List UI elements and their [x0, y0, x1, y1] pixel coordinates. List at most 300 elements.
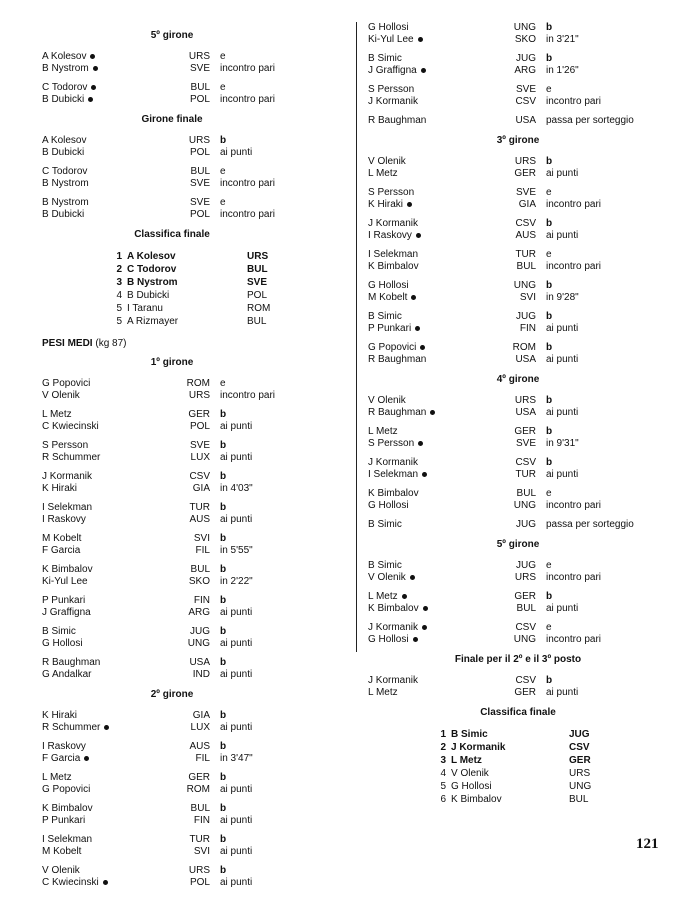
wrestler-name	[42, 209, 170, 221]
bout	[42, 834, 302, 858]
wrestler-line	[368, 354, 668, 366]
bout	[42, 378, 302, 402]
wrestler-name-text: L Metz	[368, 426, 398, 437]
wrestler-line	[42, 784, 302, 796]
wrestler-line	[368, 323, 668, 335]
wrestler-line	[42, 502, 302, 514]
wrestler-name	[42, 452, 170, 464]
final-ranking	[368, 728, 668, 806]
wrestler-name	[42, 607, 170, 619]
ranking-name: B Nystrom	[127, 277, 178, 288]
nation-code: UNG	[513, 634, 536, 645]
nation-code: BUL	[190, 166, 210, 177]
wrestler-name-text: Ki-Yul Lee	[42, 576, 88, 587]
section-heading: 3º girone	[496, 135, 540, 146]
bout	[368, 156, 668, 180]
wrestler-name-text: R Schummer	[42, 452, 101, 463]
wrestler-name-text: J Kormanik	[368, 218, 419, 229]
wrestler-line	[42, 483, 302, 495]
ranking-row	[42, 315, 302, 328]
fall-marker-icon	[103, 880, 108, 885]
wrestler-line	[42, 94, 302, 106]
ranking-position: 5	[116, 303, 122, 314]
wrestler-name	[368, 156, 496, 168]
nation-code: TUR	[189, 502, 210, 513]
bout-result: incontro pari	[220, 209, 276, 220]
right-column	[368, 22, 668, 816]
bout-list	[368, 22, 668, 127]
section-heading: 4º girone	[496, 374, 540, 385]
ranking-position: 2	[440, 742, 446, 753]
nation-code: GER	[514, 426, 536, 437]
bout	[368, 22, 668, 46]
nation-code: AUS	[189, 514, 210, 525]
bout	[368, 488, 668, 512]
nation-code: URS	[188, 135, 210, 146]
wrestler-name	[368, 560, 496, 572]
nation-code: GER	[188, 409, 210, 420]
wrestler-name	[42, 471, 170, 483]
wrestler-name	[42, 753, 170, 765]
wrestler-line	[368, 187, 668, 199]
bout-list	[368, 156, 668, 366]
wrestler-line	[42, 607, 302, 619]
ranking-nation: JUG	[569, 729, 590, 740]
nation-code: USA	[515, 115, 536, 126]
wrestler-name	[42, 483, 170, 495]
wrestler-name	[42, 390, 170, 402]
fall-marker-icon	[402, 594, 407, 599]
wrestler-name	[368, 500, 496, 512]
wrestler-line	[42, 545, 302, 557]
fall-marker-icon	[420, 345, 425, 350]
bout-result: e	[220, 378, 226, 389]
bout-result: b	[546, 156, 553, 167]
wrestler-line	[368, 96, 668, 108]
wrestler-name-text: J Kormanik	[368, 457, 419, 468]
bout-result: e	[220, 166, 226, 177]
wrestler-name	[42, 82, 170, 94]
nation-code: SVE	[189, 178, 210, 189]
bout	[368, 675, 668, 699]
wrestler-line	[42, 638, 302, 650]
wrestler-name-text: L Metz	[368, 687, 398, 698]
nation-code: SVE	[515, 187, 536, 198]
bout-result: b	[546, 53, 553, 64]
bout-result: ai punti	[546, 230, 579, 241]
wrestler-name	[42, 865, 170, 877]
bout-result: b	[220, 533, 227, 544]
wrestler-line	[368, 488, 668, 500]
bout-result: incontro pari	[546, 500, 602, 511]
bout	[368, 519, 668, 531]
wrestler-line	[42, 815, 302, 827]
nation-code: UNG	[513, 500, 536, 511]
fall-marker-icon	[423, 606, 428, 611]
wrestler-name-text: F Garcia	[42, 753, 81, 764]
final-ranking	[42, 250, 302, 328]
wrestler-line	[42, 378, 302, 390]
nation-code: POL	[189, 877, 210, 888]
wrestler-name	[368, 65, 496, 77]
nation-code: SVI	[519, 292, 536, 303]
bout-result: in 4'03"	[220, 483, 253, 494]
nation-code: JUG	[516, 560, 536, 571]
ranking-position: 3	[116, 277, 122, 288]
bout	[368, 426, 668, 450]
wrestler-line	[368, 591, 668, 603]
wrestler-name-text: M Kobelt	[368, 292, 408, 303]
wrestler-name	[368, 34, 496, 46]
nation-code: URS	[514, 572, 536, 583]
wrestler-name-text: B Nystrom	[42, 197, 89, 208]
page-number: 121	[636, 836, 659, 852]
ranking-nation: URS	[247, 251, 269, 262]
nation-code: LUX	[190, 452, 210, 463]
wrestler-name-text: V Olenik	[368, 395, 406, 406]
wrestler-line	[368, 22, 668, 34]
ranking-position: 5	[116, 316, 122, 327]
bout	[368, 280, 668, 304]
bout-result: in 3'21"	[546, 34, 579, 45]
wrestler-line	[42, 803, 302, 815]
bout	[42, 710, 302, 734]
bout-result: incontro pari	[220, 390, 276, 401]
ranking-row	[368, 754, 668, 767]
wrestler-line	[368, 675, 668, 687]
wrestler-line	[368, 156, 668, 168]
wrestler-name	[42, 421, 170, 433]
wrestler-name-text: B Simic	[42, 626, 76, 637]
fall-marker-icon	[416, 233, 421, 238]
wrestler-line	[42, 147, 302, 159]
wrestler-line	[368, 34, 668, 46]
nation-code: JUG	[190, 626, 210, 637]
nation-code: SVE	[189, 63, 210, 74]
bout-result: e	[220, 51, 226, 62]
fall-marker-icon	[84, 756, 89, 761]
nation-code: CSV	[515, 457, 536, 468]
bout	[368, 84, 668, 108]
wrestler-line	[368, 457, 668, 469]
bout-result: ai punti	[220, 147, 253, 158]
ranking-name: B Dubicki	[127, 290, 170, 301]
bout	[42, 564, 302, 588]
bout-result: e	[546, 622, 552, 633]
bout-result: in 9'31"	[546, 438, 579, 449]
wrestler-line	[42, 63, 302, 75]
wrestler-line	[42, 576, 302, 588]
bout-result: incontro pari	[546, 199, 602, 210]
fall-marker-icon	[104, 725, 109, 730]
wrestler-name-text: J Kormanik	[368, 96, 419, 107]
nation-code: LUX	[190, 722, 210, 733]
wrestler-name	[42, 741, 170, 753]
bout-result: b	[546, 218, 553, 229]
ranking-name: G Hollosi	[451, 781, 492, 792]
wrestler-name-text: P Punkari	[42, 595, 86, 606]
bout-result: ai punti	[546, 603, 579, 614]
section-heading: Classifica finale	[134, 229, 210, 240]
bout-result: b	[220, 626, 227, 637]
wrestler-name-text: S Persson	[42, 440, 89, 451]
bout	[368, 457, 668, 481]
nation-code: USA	[515, 407, 536, 418]
ranking-position: 4	[116, 290, 122, 301]
bout-result: b	[546, 342, 553, 353]
wrestler-line	[368, 687, 668, 699]
wrestler-name-text: K Hiraki	[42, 483, 78, 494]
wrestler-name-text: I Selekman	[368, 469, 419, 480]
ranking-name: J Kormanik	[451, 742, 506, 753]
wrestler-name	[42, 877, 170, 889]
wrestler-name	[42, 409, 170, 421]
fall-marker-icon	[88, 97, 93, 102]
nation-code: UNG	[513, 280, 536, 291]
bout-result: b	[220, 409, 227, 420]
bout-list	[42, 51, 302, 106]
fall-marker-icon	[91, 85, 96, 90]
nation-code: SKO	[188, 576, 210, 587]
bout	[42, 865, 302, 889]
ranking-row	[368, 793, 668, 806]
wrestler-name-text: G Hollosi	[42, 638, 83, 649]
wrestler-line	[368, 438, 668, 450]
wrestler-name-text: K Hiraki	[368, 199, 404, 210]
ranking-nation: ROM	[247, 303, 271, 314]
bout-result: b	[546, 675, 553, 686]
fall-marker-icon	[90, 54, 95, 59]
nation-code: GIA	[518, 199, 536, 210]
bout	[42, 626, 302, 650]
wrestler-line	[42, 421, 302, 433]
wrestler-name	[42, 502, 170, 514]
bout-result: b	[546, 457, 553, 468]
bout-result: incontro pari	[546, 572, 602, 583]
wrestler-name-text: G Hollosi	[368, 634, 409, 645]
nation-code: SKO	[514, 34, 536, 45]
nation-code: POL	[189, 209, 210, 220]
wrestler-name	[42, 178, 170, 190]
wrestler-line	[42, 595, 302, 607]
wrestler-name-text: K Bimbalov	[368, 488, 419, 499]
bout	[368, 311, 668, 335]
wrestler-line	[42, 197, 302, 209]
wrestler-name	[368, 469, 496, 481]
bout-result: e	[546, 249, 552, 260]
bout	[42, 657, 302, 681]
wrestler-name	[42, 51, 170, 63]
wrestler-name-text: S Persson	[368, 187, 415, 198]
nation-code: FIN	[519, 323, 536, 334]
fall-marker-icon	[93, 66, 98, 71]
wrestler-name-text: R Baughman	[42, 657, 101, 668]
wrestler-name-text: V Olenik	[42, 865, 80, 876]
ranking-position: 2	[116, 264, 122, 275]
bout-result: incontro pari	[546, 96, 602, 107]
ranking-position: 4	[440, 768, 446, 779]
weight-class-title	[42, 338, 302, 349]
wrestler-name	[42, 440, 170, 452]
wrestler-line	[42, 669, 302, 681]
nation-code: JUG	[516, 311, 536, 322]
bout-result: ai punti	[546, 323, 579, 334]
nation-code: USA	[515, 354, 536, 365]
wrestler-name-text: K Bimbalov	[42, 564, 93, 575]
ranking-name: B Simic	[451, 729, 488, 740]
wrestler-name	[42, 710, 170, 722]
bout	[368, 591, 668, 615]
wrestler-name	[368, 395, 496, 407]
bout	[42, 803, 302, 827]
wrestler-name-text: B Nystrom	[42, 178, 89, 189]
bout	[42, 471, 302, 495]
bout-list	[42, 378, 302, 681]
bout-result: b	[546, 311, 553, 322]
wrestler-line	[368, 500, 668, 512]
wrestler-line	[42, 440, 302, 452]
wrestler-name-text: C Kwiecinski	[42, 877, 99, 888]
bout-result: ai punti	[220, 452, 253, 463]
nation-code: ARG	[514, 65, 536, 76]
nation-code: CSV	[515, 622, 536, 633]
bout-result: b	[546, 395, 553, 406]
wrestler-line	[368, 519, 668, 531]
ranking-row	[42, 263, 302, 276]
ranking-nation: BUL	[247, 264, 268, 275]
bout	[368, 53, 668, 77]
wrestler-name-text: J Graffigna	[368, 65, 417, 76]
wrestler-name	[368, 96, 496, 108]
wrestler-name-text: I Selekman	[42, 834, 93, 845]
fall-marker-icon	[430, 410, 435, 415]
weight-class-limit: (kg 87)	[95, 338, 127, 349]
ranking-row	[368, 741, 668, 754]
wrestler-line	[42, 865, 302, 877]
bout-result: b	[220, 502, 227, 513]
wrestler-name-text: C Todorov	[42, 166, 88, 177]
wrestler-name	[42, 378, 170, 390]
wrestler-line	[368, 115, 668, 127]
section-heading: Girone finale	[141, 114, 203, 125]
bout-result: in 1'26"	[546, 65, 579, 76]
bout-result: incontro pari	[220, 94, 276, 105]
wrestler-name	[368, 115, 496, 127]
bout-result: in 2'22"	[220, 576, 253, 587]
bout-result: incontro pari	[220, 63, 276, 74]
bout-result: e	[220, 197, 226, 208]
nation-code: UNG	[187, 638, 210, 649]
wrestler-name-text: K Bimbalov	[42, 803, 93, 814]
bout	[42, 533, 302, 557]
nation-code: GIA	[192, 710, 210, 721]
wrestler-name-text: L Metz	[42, 409, 72, 420]
nation-code: GER	[514, 591, 536, 602]
wrestler-name-text: S Persson	[368, 438, 415, 449]
wrestler-name-text: V Olenik	[368, 572, 406, 583]
wrestler-name-text: Ki-Yul Lee	[368, 34, 414, 45]
wrestler-name	[368, 53, 496, 65]
wrestler-line	[42, 514, 302, 526]
wrestler-line	[368, 261, 668, 273]
wrestler-name	[368, 84, 496, 96]
wrestler-line	[42, 82, 302, 94]
wrestler-name-text: C Todorov	[42, 82, 88, 93]
section-heading: Classifica finale	[480, 707, 556, 718]
wrestler-name-text: M Kobelt	[42, 533, 82, 544]
nation-code: JUG	[516, 519, 536, 530]
nation-code: BUL	[190, 803, 210, 814]
section-heading: 1º girone	[150, 357, 194, 368]
wrestler-line	[42, 834, 302, 846]
bout	[42, 51, 302, 75]
bout-result: b	[546, 22, 553, 33]
wrestler-name-text: K Bimbalov	[368, 261, 419, 272]
bout-result: b	[220, 741, 227, 752]
bout-result: b	[546, 591, 553, 602]
nation-code: FIL	[195, 753, 210, 764]
wrestler-name	[368, 199, 496, 211]
wrestler-name	[368, 323, 496, 335]
bout-result: e	[546, 560, 552, 571]
nation-code: BUL	[516, 603, 536, 614]
nation-code: ROM	[186, 784, 210, 795]
wrestler-name	[42, 545, 170, 557]
wrestler-line	[368, 218, 668, 230]
nation-code: SVI	[193, 846, 210, 857]
wrestler-name	[368, 438, 496, 450]
wrestler-line	[42, 564, 302, 576]
nation-code: ROM	[512, 342, 536, 353]
nation-code: IND	[192, 669, 210, 680]
wrestler-line	[368, 622, 668, 634]
wrestler-name	[42, 514, 170, 526]
wrestler-name	[42, 135, 170, 147]
wrestler-line	[42, 51, 302, 63]
ranking-name: A Rizmayer	[127, 316, 179, 327]
wrestler-name	[368, 426, 496, 438]
wrestler-name	[368, 230, 496, 242]
bout	[368, 187, 668, 211]
wrestler-line	[42, 471, 302, 483]
wrestler-name-text: R Baughman	[368, 354, 427, 365]
ranking-row	[368, 728, 668, 741]
bout	[42, 82, 302, 106]
fall-marker-icon	[407, 202, 412, 207]
nation-code: CSV	[189, 471, 210, 482]
wrestler-name-text: L Metz	[368, 168, 398, 179]
wrestler-line	[368, 572, 668, 584]
nation-code: BUL	[516, 261, 536, 272]
bout-result: b	[220, 440, 227, 451]
wrestler-name	[368, 311, 496, 323]
wrestler-name	[368, 687, 496, 699]
wrestler-name-text: I Raskovy	[368, 230, 412, 241]
ranking-name: K Bimbalov	[451, 794, 502, 805]
ranking-nation: POL	[247, 290, 268, 301]
wrestler-name-text: G Hollosi	[368, 500, 409, 511]
wrestler-line	[42, 877, 302, 889]
nation-code: FIN	[193, 595, 210, 606]
wrestler-line	[42, 626, 302, 638]
bout-list	[42, 135, 302, 221]
ranking-nation: CSV	[569, 742, 590, 753]
bout-result: incontro pari	[220, 178, 276, 189]
wrestler-name-text: J Kormanik	[42, 471, 93, 482]
bout	[42, 197, 302, 221]
wrestler-name	[42, 626, 170, 638]
wrestler-name	[42, 722, 170, 734]
